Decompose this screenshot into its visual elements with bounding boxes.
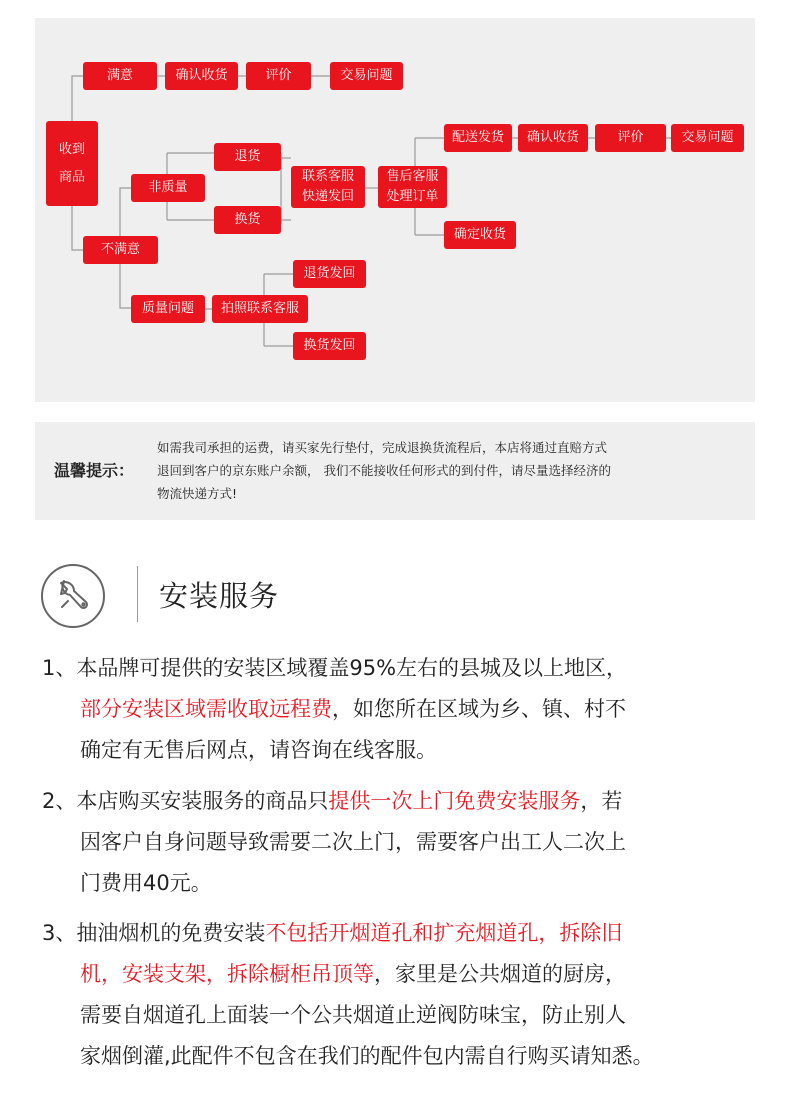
node-label: 联系客服 快递发回: [301, 169, 354, 204]
node-confirm-receipt-3: [444, 221, 516, 249]
install-item-3: [42, 913, 654, 1077]
node-receive-goods: [46, 121, 98, 206]
item-line: [42, 863, 626, 904]
warm-tip-line: 退回到客户的京东账户余额， 我们不能接收任何形式的到付件，请尽量选择经济的: [157, 463, 611, 478]
install-item-1: [42, 648, 627, 771]
node-label: 换货: [234, 212, 261, 227]
warm-tip-text: [157, 436, 737, 505]
item-line: [42, 781, 626, 822]
node-exchange-ship-back: [293, 332, 366, 360]
node-label: 换货发回: [303, 338, 356, 353]
item-line: [42, 689, 627, 730]
item-text: 确定有无售后网点，请咨询在线客服。: [80, 738, 437, 762]
item-line: [42, 913, 654, 954]
warm-tip-label: 温馨提示：: [54, 461, 135, 480]
node-unsatisfied: [83, 236, 158, 264]
node-reship: [444, 124, 512, 152]
node-after-sales-process: [378, 166, 447, 208]
item-text: 因客户自身问题导致需要二次上门，需要客户出工人二次上: [80, 830, 626, 854]
node-label: 退货: [234, 149, 261, 164]
node-label: 不满意: [100, 242, 140, 257]
item-line: [42, 1036, 654, 1077]
node-label: 收到 商品: [58, 141, 85, 185]
highlight-text: 不包括开烟道孔和扩充烟道孔，拆除旧: [265, 921, 623, 945]
install-service-title: 安装服务: [159, 579, 280, 613]
item-line: [42, 954, 654, 995]
section-divider: [137, 566, 138, 622]
item-text: 门费用40元。: [80, 871, 212, 895]
node-label: 评价: [617, 130, 644, 145]
item-line: [42, 995, 654, 1036]
highlight-text: 提供一次上门免费安装服务: [328, 789, 581, 813]
wrench-icon: [40, 563, 106, 629]
node-satisfied: [83, 62, 157, 90]
node-confirm-receipt-2: [518, 124, 588, 152]
node-quality-issue: [131, 295, 205, 323]
node-photo-contact-cs: [212, 295, 308, 323]
node-review-2: [595, 124, 666, 152]
node-label: 交易问题: [681, 130, 734, 145]
node-non-quality: [131, 174, 205, 202]
warm-tip-line: 物流快递方式!: [157, 486, 238, 501]
node-trade-issue-2: [671, 124, 744, 152]
highlight-text: 部分安装区域需收取远程费: [80, 697, 332, 721]
node-exchange-goods: [214, 206, 281, 234]
after-sales-flowchart: [35, 18, 755, 402]
item-text: 3、抽油烟机的免费安装: [42, 921, 266, 945]
node-return-goods: [214, 143, 281, 171]
node-label: 拍照联系客服: [220, 301, 299, 316]
node-label: 非质量: [148, 180, 188, 195]
node-label: 配送发货: [451, 130, 504, 145]
item-text: 家烟倒灌,此配件不包含在我们的配件包内需自行购买请知悉。: [80, 1044, 654, 1068]
node-confirm-receipt: [165, 62, 238, 90]
item-text: ，如您所在区域为乡、镇、村不: [332, 697, 626, 721]
node-label: 质量问题: [141, 301, 194, 316]
item-text: ，若: [580, 789, 623, 813]
item-line: [42, 730, 627, 771]
node-label: 退货发回: [303, 266, 356, 281]
node-trade-issue: [330, 62, 403, 90]
node-review: [246, 62, 311, 90]
item-text: 2、本店购买安装服务的商品只: [42, 789, 329, 813]
node-contact-cs-ship-back: [291, 166, 365, 208]
warm-tip-line: 如需我司承担的运费，请买家先行垫付，完成退换货流程后，本店将通过直赔方式: [157, 440, 608, 455]
node-label: 确认收货: [526, 130, 579, 145]
item-line: 1、本品牌可提供的安装区域覆盖95%左右的县城及以上地区，: [42, 656, 628, 680]
node-label: 确认收货: [175, 68, 228, 83]
highlight-text: 机，安装支架，拆除橱柜吊顶等: [80, 962, 374, 986]
node-label: 确定收货: [453, 227, 506, 242]
install-item-2: [42, 781, 626, 904]
node-label: 交易问题: [340, 68, 393, 83]
item-text: 需要自烟道孔上面装一个公共烟道止逆阀防味宝，防止别人: [80, 1003, 626, 1027]
node-return-ship-back: [293, 260, 366, 288]
warm-tip-panel: [35, 422, 755, 520]
item-text: ，家里是公共烟道的厨房，: [374, 962, 626, 986]
node-label: 售后客服 处理订单: [386, 169, 439, 204]
item-line: [42, 822, 626, 863]
node-label: 评价: [265, 68, 292, 83]
node-label: 满意: [106, 68, 133, 83]
